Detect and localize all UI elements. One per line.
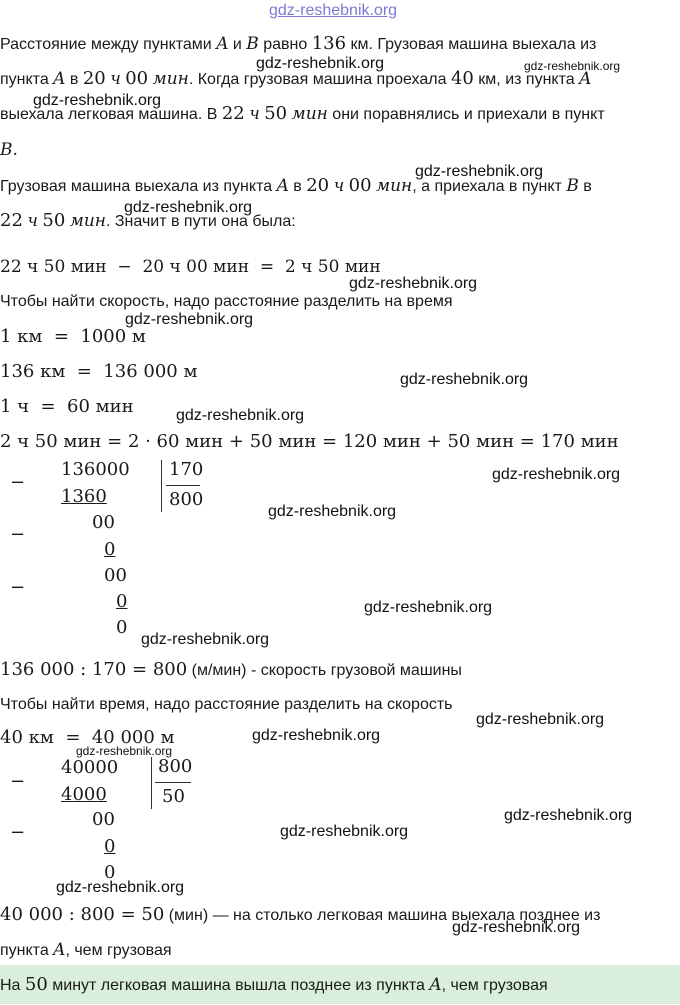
watermark: gdz-reshebnik.org [452, 919, 581, 936]
division-bracket-horizontal [155, 782, 191, 783]
watermark: gdz-reshebnik.org [125, 311, 254, 328]
final-remainder: 0 [104, 862, 116, 883]
divisor: 800 [158, 756, 193, 777]
conversion-distance: 136 км = 136 000 м [0, 361, 198, 382]
answer-box: На 50 минут легковая машина вышла позднее из пункта A, чем грузовая [0, 965, 680, 1004]
problem-line-1: Расстояние между пунктами A и B равно 136 км. Грузовая машина выехала из [0, 33, 597, 54]
final-remainder: 0 [116, 617, 128, 638]
subtrahend: 0 [104, 539, 116, 560]
dividend: 136000 [61, 459, 130, 480]
problem-line-3: выехала легковая машина. В 22 ч 50 мин они поравнялись и приехали в пункт [0, 103, 605, 124]
subtrahend: 4000 [61, 784, 107, 805]
conversion-distance-2: 40 км = 40 000 м [0, 727, 175, 748]
remainder: 00 [104, 565, 127, 586]
remainder: 00 [92, 512, 115, 533]
watermark: gdz-reshebnik.org [524, 59, 621, 73]
subtrahend: 0 [104, 836, 116, 857]
conversion-km: 1 км = 1000 м [0, 326, 146, 347]
watermark: gdz-reshebnik.org [280, 823, 409, 840]
watermark: gdz-reshebnik.org [256, 55, 385, 72]
watermark: gdz-reshebnik.org [415, 163, 544, 180]
problem-line-2: пункта A в 20 ч 00 мин. Когда грузовая машина проехала 40 км, из пункта A [0, 68, 592, 89]
time-equation: 22 ч 50 мин − 20 ч 00 мин = 2 ч 50 мин [0, 257, 381, 277]
watermark: gdz-reshebnik.org [176, 407, 305, 424]
watermark: gdz-reshebnik.org [252, 727, 381, 744]
watermark: gdz-reshebnik.org [476, 711, 605, 728]
quotient: 50 [162, 786, 185, 807]
division-bracket-vertical [151, 757, 152, 809]
subtrahend: 0 [116, 591, 128, 612]
watermark: gdz-reshebnik.org [56, 879, 185, 896]
minus-sign: − [10, 524, 26, 545]
division-bracket-horizontal [166, 485, 200, 486]
time-result-cont: пункта A, чем грузовая [0, 940, 172, 960]
truck-line-1: Грузовая машина выехала из пункта A в 20 ч 00 мин, а приехала в пункт B в [0, 175, 592, 196]
site-watermark-link[interactable]: gdz-reshebnik.org [269, 2, 398, 19]
time-intro: Чтобы найти время, надо расстояние разделить на скорость [0, 696, 453, 713]
watermark: gdz-reshebnik.org [349, 275, 478, 292]
division-bracket-vertical [161, 460, 162, 512]
quotient: 800 [169, 489, 204, 510]
conversion-time: 2 ч 50 мин = 2 · 60 мин + 50 мин = 120 мин + 50 мин = 170 мин [0, 431, 619, 452]
watermark: gdz-reshebnik.org [364, 599, 493, 616]
watermark: gdz-reshebnik.org [141, 631, 270, 648]
watermark: gdz-reshebnik.org [492, 466, 621, 483]
subtrahend: 1360 [61, 486, 107, 507]
watermark: gdz-reshebnik.org [76, 744, 173, 758]
minus-sign: − [10, 771, 26, 792]
watermark: gdz-reshebnik.org [124, 199, 253, 216]
conversion-hour: 1 ч = 60 мин [0, 396, 134, 417]
truck-line-2: 22 ч 50 мин. Значит в пути она была: [0, 210, 296, 231]
watermark: gdz-reshebnik.org [268, 503, 397, 520]
speed-intro: Чтобы найти скорость, надо расстояние разделить на время [0, 293, 453, 310]
minus-sign: − [10, 472, 26, 493]
divisor: 170 [169, 459, 204, 480]
problem-line-4: B. [0, 140, 18, 160]
remainder: 00 [92, 809, 115, 830]
watermark: gdz-reshebnik.org [400, 371, 529, 388]
minus-sign: − [10, 822, 26, 843]
speed-result: 136 000 : 170 = 800 (м/мин) - скорость грузовой машины [0, 659, 462, 680]
watermark: gdz-reshebnik.org [504, 807, 633, 824]
dividend: 40000 [61, 757, 119, 778]
minus-sign: − [10, 577, 26, 598]
watermark: gdz-reshebnik.org [33, 92, 162, 109]
time-result: 40 000 : 800 = 50 (мин) — на столько легковая машина выехала позднее из [0, 904, 601, 925]
